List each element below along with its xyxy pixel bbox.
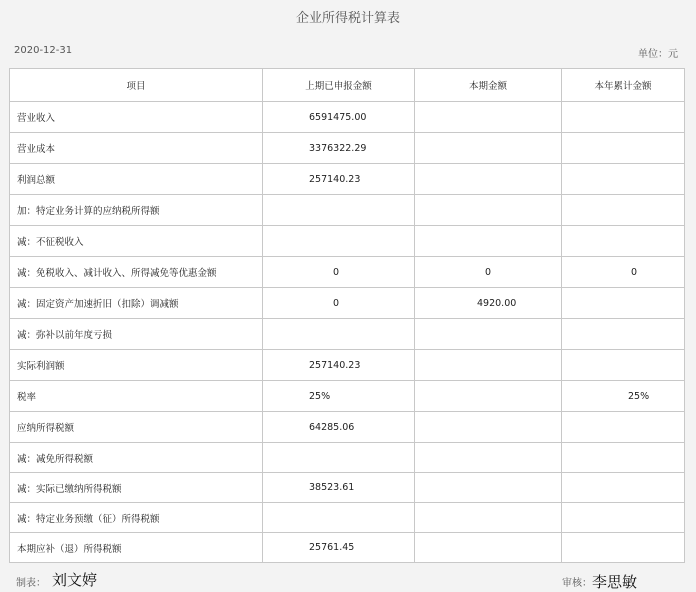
row-year-to-date-amount bbox=[562, 164, 685, 195]
column-header-prev-declared: 上期已申报金额 bbox=[263, 69, 415, 102]
row-prev-declared-amount bbox=[263, 319, 415, 350]
report-date: 2020-12-31 bbox=[14, 45, 73, 56]
row-year-to-date-amount bbox=[562, 412, 685, 443]
column-header-item: 项目 bbox=[10, 69, 263, 102]
row-prev-declared-amount: 25761.45 bbox=[263, 533, 415, 563]
table-row bbox=[10, 102, 685, 133]
table-row bbox=[10, 257, 685, 288]
row-prev-declared-amount: 257140.23 bbox=[263, 164, 415, 195]
row-current-period-amount bbox=[415, 533, 562, 563]
table-row bbox=[10, 319, 685, 350]
row-item-label: 减：不征税收入 bbox=[10, 226, 263, 257]
row-current-period-amount bbox=[415, 164, 562, 195]
table-row bbox=[10, 164, 685, 195]
row-current-period-amount bbox=[415, 319, 562, 350]
table-row bbox=[10, 226, 685, 257]
row-prev-declared-amount bbox=[263, 226, 415, 257]
row-prev-declared-amount bbox=[263, 195, 415, 226]
row-prev-declared-amount: 0 bbox=[263, 288, 415, 319]
row-current-period-amount bbox=[415, 350, 562, 381]
table-row bbox=[10, 443, 685, 473]
row-prev-declared-amount: 64285.06 bbox=[263, 412, 415, 443]
row-current-period-amount bbox=[415, 443, 562, 473]
row-current-period-amount bbox=[415, 381, 562, 412]
row-current-period-amount bbox=[415, 503, 562, 533]
reviewer-signature: 李思敏 bbox=[592, 573, 638, 591]
row-year-to-date-amount bbox=[562, 226, 685, 257]
row-item-label: 减：弥补以前年度亏损 bbox=[10, 319, 263, 350]
row-year-to-date-amount bbox=[562, 350, 685, 381]
table-row bbox=[10, 133, 685, 164]
row-prev-declared-amount: 3376322.29 bbox=[263, 133, 415, 164]
table-row bbox=[10, 503, 685, 533]
row-prev-declared-amount: 25% bbox=[263, 381, 415, 412]
column-header-current-period: 本期金额 bbox=[415, 69, 562, 102]
column-header-year-to-date: 本年累计金额 bbox=[562, 69, 685, 102]
row-current-period-amount bbox=[415, 102, 562, 133]
row-year-to-date-amount: 0 bbox=[562, 257, 685, 288]
row-year-to-date-amount bbox=[562, 102, 685, 133]
report-title: 企业所得税计算表 bbox=[295, 11, 400, 26]
row-year-to-date-amount bbox=[562, 288, 685, 319]
row-item-label: 营业收入 bbox=[10, 102, 263, 133]
row-prev-declared-amount: 0 bbox=[263, 257, 415, 288]
row-current-period-amount bbox=[415, 195, 562, 226]
row-year-to-date-amount: 25% bbox=[562, 381, 685, 412]
row-prev-declared-amount bbox=[263, 503, 415, 533]
row-item-label: 本期应补（退）所得税额 bbox=[10, 533, 263, 563]
reviewer-label: 审核： bbox=[562, 578, 592, 589]
table-row bbox=[10, 473, 685, 503]
row-year-to-date-amount bbox=[562, 133, 685, 164]
row-prev-declared-amount: 6591475.00 bbox=[263, 102, 415, 133]
row-prev-declared-amount: 257140.23 bbox=[263, 350, 415, 381]
table-header-row bbox=[10, 69, 685, 102]
row-year-to-date-amount bbox=[562, 503, 685, 533]
row-current-period-amount: 0 bbox=[415, 257, 562, 288]
row-item-label: 减：免税收入、减计收入、所得减免等优惠金额 bbox=[10, 257, 263, 288]
preparer-signature: 刘文婷 bbox=[52, 571, 98, 589]
table-row bbox=[10, 350, 685, 381]
table-row bbox=[10, 381, 685, 412]
row-item-label: 减：实际已缴纳所得税额 bbox=[10, 473, 263, 503]
row-current-period-amount: 4920.00 bbox=[415, 288, 562, 319]
row-current-period-amount bbox=[415, 412, 562, 443]
row-year-to-date-amount bbox=[562, 443, 685, 473]
table-row bbox=[10, 533, 685, 563]
row-item-label: 利润总额 bbox=[10, 164, 263, 195]
row-current-period-amount bbox=[415, 226, 562, 257]
preparer-label: 制表： bbox=[16, 578, 46, 589]
currency-unit: 单位：元 bbox=[638, 49, 678, 60]
tax-calculation-table bbox=[9, 68, 685, 563]
row-item-label: 减：减免所得税额 bbox=[10, 443, 263, 473]
table-row bbox=[10, 288, 685, 319]
row-prev-declared-amount bbox=[263, 443, 415, 473]
row-item-label: 实际利润额 bbox=[10, 350, 263, 381]
row-current-period-amount bbox=[415, 473, 562, 503]
row-item-label: 应纳所得税额 bbox=[10, 412, 263, 443]
row-item-label: 加：特定业务计算的应纳税所得额 bbox=[10, 195, 263, 226]
row-item-label: 营业成本 bbox=[10, 133, 263, 164]
table-row bbox=[10, 195, 685, 226]
row-item-label: 税率 bbox=[10, 381, 263, 412]
row-year-to-date-amount bbox=[562, 319, 685, 350]
row-year-to-date-amount bbox=[562, 473, 685, 503]
row-item-label: 减：特定业务预缴（征）所得税额 bbox=[10, 503, 263, 533]
row-current-period-amount bbox=[415, 133, 562, 164]
row-year-to-date-amount bbox=[562, 533, 685, 563]
row-prev-declared-amount: 38523.61 bbox=[263, 473, 415, 503]
row-item-label: 减：固定资产加速折旧（扣除）调减额 bbox=[10, 288, 263, 319]
table-row bbox=[10, 412, 685, 443]
row-year-to-date-amount bbox=[562, 195, 685, 226]
